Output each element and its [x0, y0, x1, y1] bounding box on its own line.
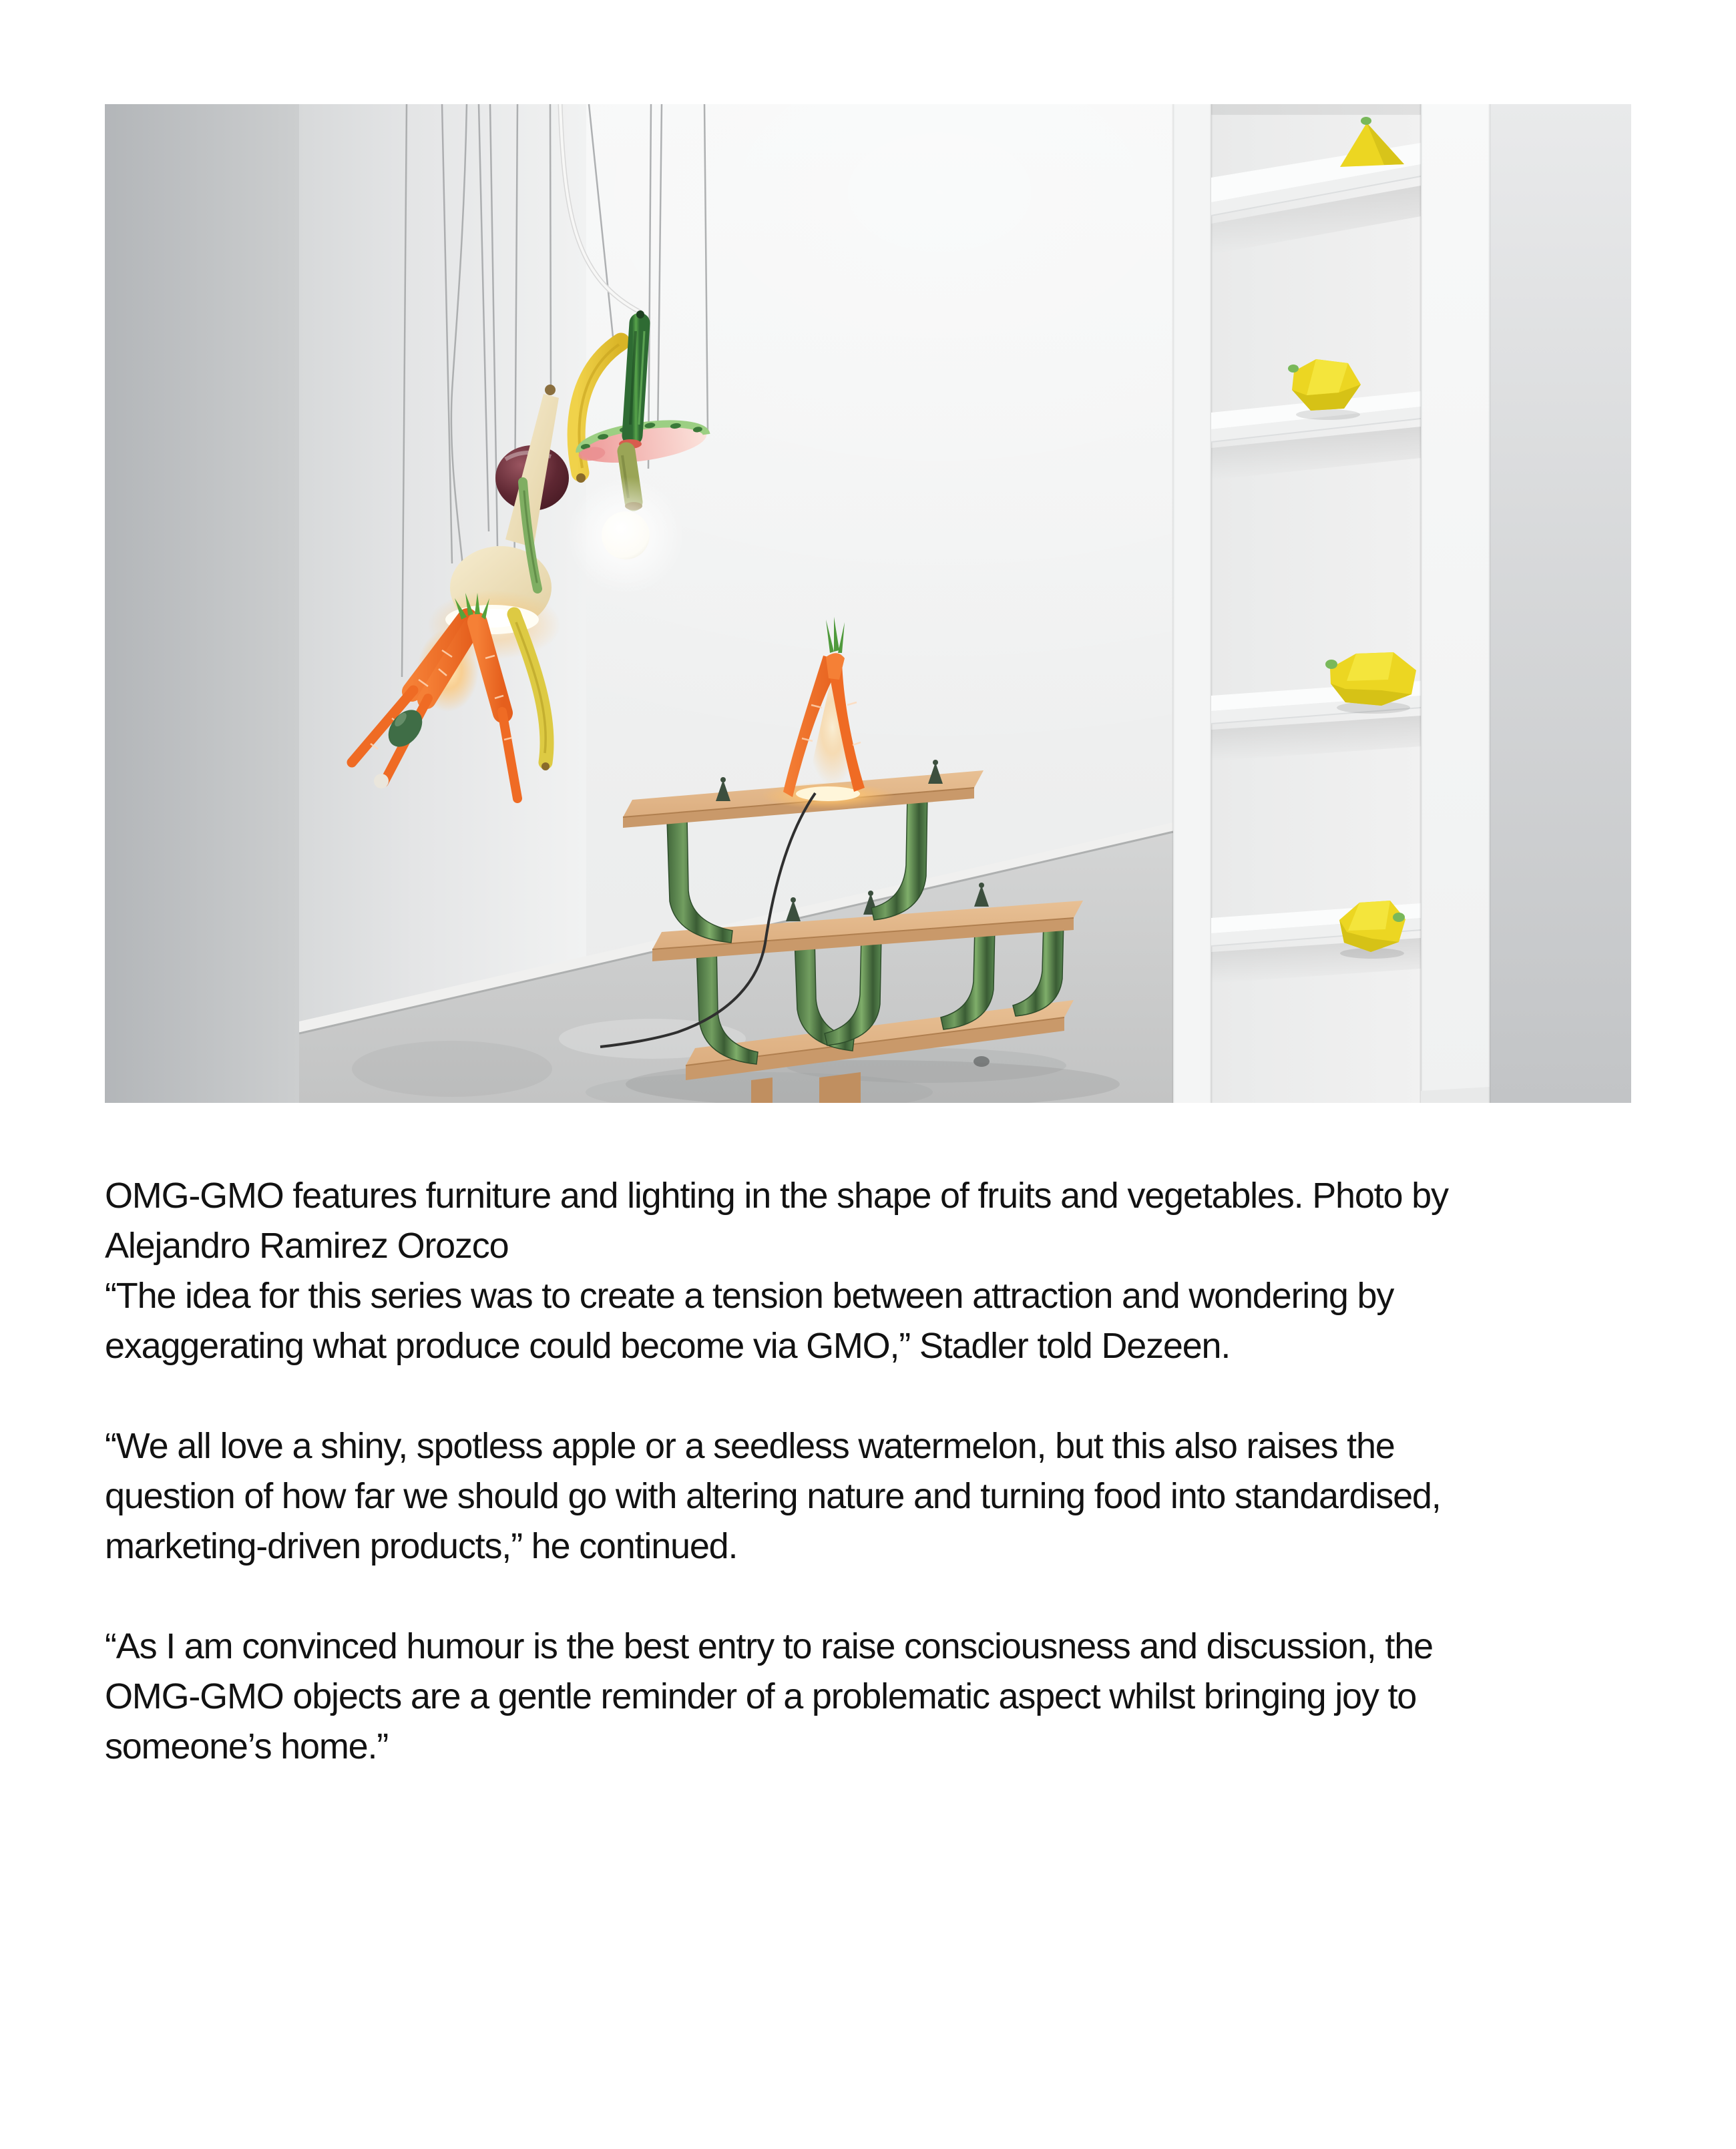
caption-and-quote-paragraph [105, 1171, 1661, 1371]
light-bulb [602, 511, 650, 559]
article-photo [105, 104, 1631, 1103]
text-line: “As I am convinced humour is the best entry to raise consciousness and discussion, the [105, 1626, 1433, 1666]
quote-paragraph-2 [105, 1421, 1661, 1572]
article-body [105, 1171, 1661, 1822]
text-line: “We all love a shiny, spotless apple or a seedless watermelon, but this also raises the [105, 1426, 1395, 1466]
text-line: OMG-GMO features furniture and lighting in the shape of fruits and vegetables. Photo by [105, 1176, 1448, 1216]
text-line: OMG-GMO objects are a gentle reminder of a problematic aspect whilst bringing joy to [105, 1676, 1417, 1716]
left-wall-pillar [105, 104, 299, 1103]
display-niche [1173, 104, 1631, 1103]
text-line: Alejandro Ramirez Orozco [105, 1226, 509, 1266]
gallery-photo-illustration [105, 104, 1631, 1103]
text-line: “The idea for this series was to create a tension between attraction and wondering by [105, 1276, 1394, 1316]
text-line: someone’s home.” [105, 1726, 389, 1766]
text-line: exaggerating what produce could become via GMO,” Stadler told Dezeen. [105, 1326, 1231, 1366]
text-line: question of how far we should go with altering nature and turning food into standardised, [105, 1476, 1441, 1516]
text-line: marketing-driven products,” he continued. [105, 1526, 738, 1566]
quote-paragraph-3 [105, 1622, 1661, 1772]
carrot-white-tip [374, 774, 389, 788]
